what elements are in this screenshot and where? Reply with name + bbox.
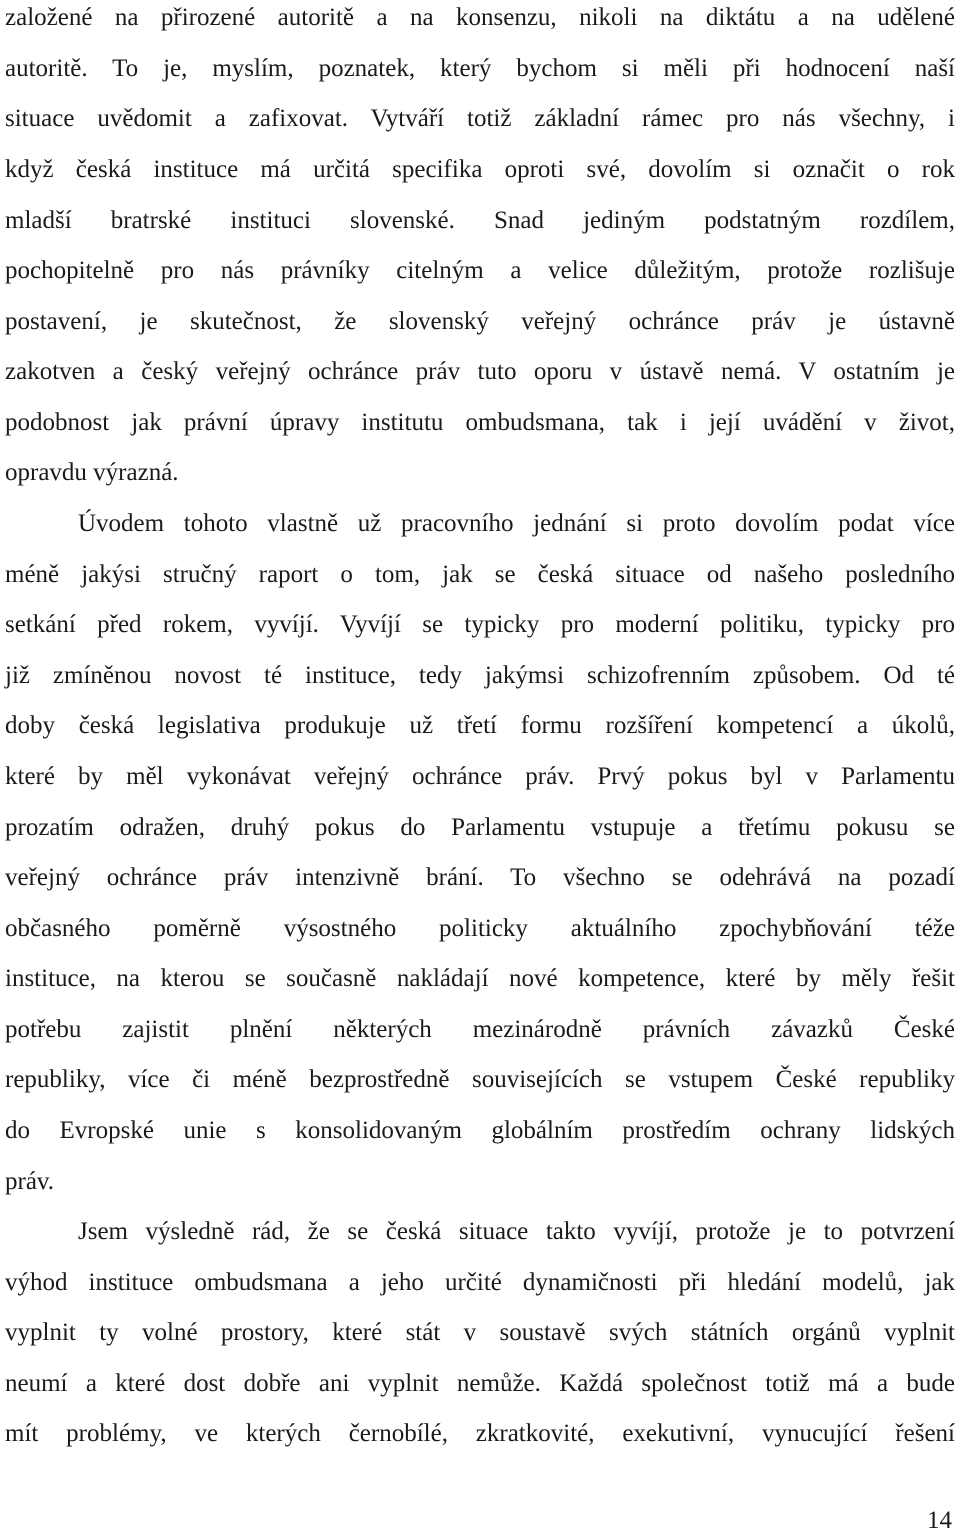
text-line: založené na přirozené autoritě a na konsenzu, nikoli na diktátu a na udělené (5, 4, 955, 31)
text-line: doby česká legislativa produkuje už třetí formu rozšíření kompetencí a úkolů, (5, 712, 955, 739)
text-line: mít problémy, ve kterých černobílé, zkratkovité, exekutivní, vynucující řešení (5, 1420, 955, 1447)
text-line: mladší bratrské instituci slovenské. Snad jediným podstatným rozdílem, (5, 207, 955, 234)
text-line: autoritě. To je, myslím, poznatek, který bychom si měli při hodnocení naší (5, 55, 955, 82)
text-line: občasného poměrně výsostného politicky aktuálního zpochybňování téže (5, 915, 955, 942)
text-line: vyplnit ty volné prostory, které stát v soustavě svých státních orgánů vyplnit (5, 1319, 955, 1346)
text-line: instituce, na kterou se současně nakládají nové kompetence, které by měly řešit (5, 965, 955, 992)
text-line: když česká instituce má určitá specifika oproti své, dovolím si označit o rok (5, 156, 955, 183)
page-number: 14 (927, 1507, 952, 1534)
text-line: opravdu výrazná. (5, 459, 179, 486)
text-line: které by měl vykonávat veřejný ochránce práv. Prvý pokus byl v Parlamentu (5, 763, 955, 790)
paragraph-first-line: Úvodem tohoto vlastně už pracovního jednání si proto dovolím podat více (78, 510, 955, 537)
text-line: již zmíněnou novost té instituce, tedy jakýmsi schizofrenním způsobem. Od té (5, 662, 955, 689)
text-line: práv. (5, 1168, 55, 1195)
text-line: potřebu zajistit plnění některých mezinárodně právních závazků České (5, 1016, 955, 1043)
text-line: situace uvědomit a zafixovat. Vytváří totiž základní rámec pro nás všechny, i (5, 105, 955, 132)
paragraph-first-line: Jsem výsledně rád, že se česká situace takto vyvíjí, protože je to potvrzení (78, 1218, 955, 1245)
text-line: výhod instituce ombudsmana a jeho určité dynamičnosti při hledání modelů, jak (5, 1269, 955, 1296)
text-line: podobnost jak právní úpravy institutu ombudsmana, tak i její uvádění v život, (5, 409, 955, 436)
text-line: postavení, je skutečnost, že slovenský veřejný ochránce práv je ústavně (5, 308, 955, 335)
text-line: republiky, více či méně bezprostředně souvisejících se vstupem České republiky (5, 1066, 955, 1093)
text-line: neumí a které dost dobře ani vyplnit nemůže. Každá společnost totiž má a bude (5, 1370, 955, 1397)
text-line: setkání před rokem, vyvíjí. Vyvíjí se typicky pro moderní politiku, typicky pro (5, 611, 955, 638)
text-line: prozatím odražen, druhý pokus do Parlamentu vstupuje a třetímu pokusu se (5, 814, 955, 841)
text-line: do Evropské unie s konsolidovaným globálním prostředím ochrany lidských (5, 1117, 955, 1144)
text-line: pochopitelně pro nás právníky citelným a velice důležitým, protože rozlišuje (5, 257, 955, 284)
text-line: veřejný ochránce práv intenzivně brání. To všechno se odehrává na pozadí (5, 864, 955, 891)
text-line: zakotven a český veřejný ochránce práv tuto oporu v ústavě nemá. V ostatním je (5, 358, 955, 385)
text-line: méně jakýsi stručný raport o tom, jak se česká situace od našeho posledního (5, 561, 955, 588)
